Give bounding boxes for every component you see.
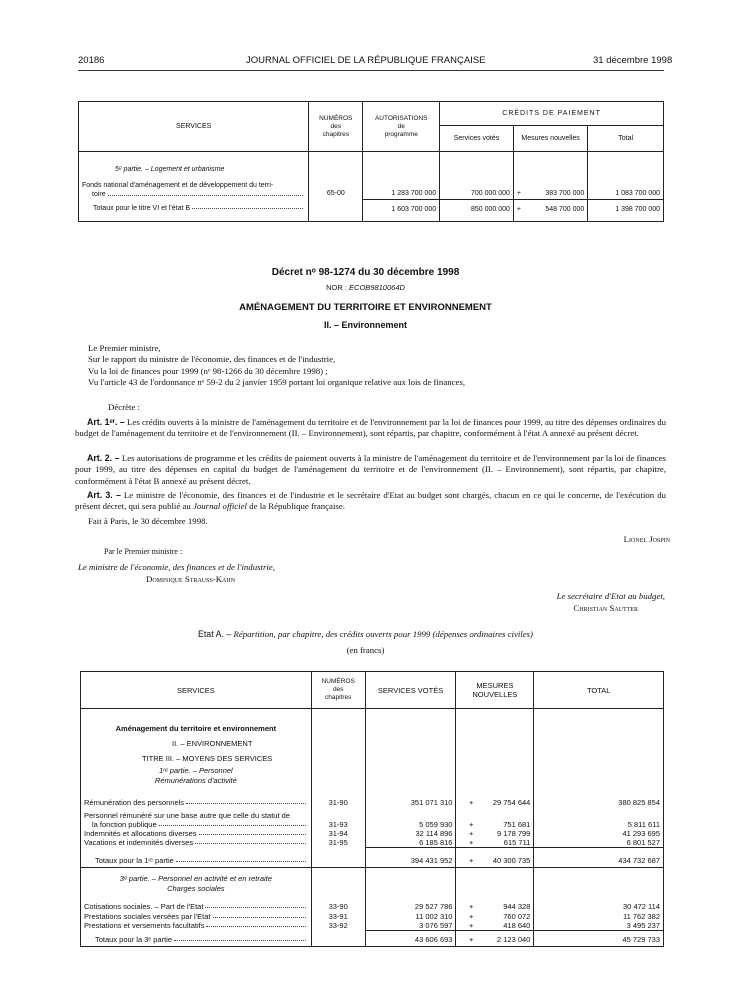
t2-header-numeros: NUMÉROS des chapitres [311,672,365,709]
t2-r4-sign: + [456,838,486,848]
t2-section-headings: Aménagement du territoire et environnement II. – ENVIRONNEMENT TITRE III. – MOYENS DES SERVICES 1ʳᵉ partie. – Personnel Rémunérations d'activité [115,724,277,785]
t2-r2-votes: 5 059 930 [365,808,456,829]
t2-header-mesures: MESURES NOUVELLES [456,672,534,709]
header-mesures-nouvelles: Mesures nouvelles [513,126,587,152]
row1-autorisations: 1 283 700 000 [363,173,440,199]
t2-row-prestations-facultatifs: Prestations et versements facultatifs [81,921,312,931]
row2-mesures: 548 700 000 [524,199,588,221]
secretary-name: Christian Sautter [573,603,638,613]
t2-r5-chapitre: 33-90 [311,894,365,912]
t2-r3-mesures: 9 178 799 [496,829,531,838]
t2-r6-chapitre: 33-91 [311,912,365,921]
t2-r4-votes: 6 185 816 [365,838,456,848]
header-rule [78,70,664,71]
t2-r6-sign: + [456,912,486,921]
credits-table-etat-b [78,101,664,222]
row2-services-votes: 850 000 000 [440,199,514,221]
decree-subject: AMÉNAGEMENT DU TERRITOIRE ET ENVIRONNEMENT [239,302,492,313]
row1-services-votes: 700 000 000 [440,173,514,199]
t2-r5-mesures: 944 328 [503,902,531,911]
t2-t3-sign: + [456,931,486,947]
t2-r5-total: 30 472 114 [534,894,664,912]
article-3: Art. 3. – Le ministre de l'économie, des finances et de l'industrie et le secrétaire d'Etat au budget sont chargés, chacun en ce qui le concerne, de l'exécution du présent décret, qui sera publié au Journal officiel de la République française. [75,490,666,512]
row1-mesures: 383 700 000 [545,190,585,197]
header-services-votes: Services votés [440,126,514,152]
t2-row-totaux-1re-partie: Totaux pour la 1ʳᵉ partie [81,848,312,868]
t2-r5-sign: + [456,894,486,912]
decree-decrete: Décrète : [108,402,140,412]
article-2: Art. 2. – Les autorisations de programme et les crédits de paiement ouverts à la ministre de l'aménagement du territoire et de l'environnement par la loi de finances pour 1999, au titre des dépenses en capital du budget de l'aménagement du territoire et de l'environnement (II. – Environnement), sont répartis, par chapitre, conformément à l'état B annexé au présent décret. [75,453,666,486]
row1-chapitre: 65-00 [309,173,363,199]
t2-r1-total: 380 825 854 [534,786,664,808]
t2-header-services: SERVICES [176,685,215,695]
etat-a-unit: (en francs) [346,645,385,655]
t2-r1-sign: + [456,786,486,808]
header-numeros: NUMÉROS des chapitres [309,102,363,152]
t2-r2-sign: + [456,808,486,829]
t2-r3-sign: + [456,829,486,838]
etat-a-title: Etat A. – Répartition, par chapitre, des crédits ouverts pour 1999 (dépenses ordinaires civiles) [197,629,533,639]
row2-total: 1 398 700 000 [588,199,664,221]
header-autorisations: AUTORISATIONS de programme [363,102,440,152]
t2-r1-votes: 351 071 310 [365,786,456,808]
decree-preamble: Le Premier ministre, Sur le rapport du ministre de l'économie, des finances et de l'industrie, Vu la loi de finances pour 1999 (nᵒ 98-1266 du 30 décembre 1998) ; Vu l'article 43 de l'ordonnance nᵒ 59-2 du 2 janvier 1959 portant loi organique relative aux lois de finances, [88,343,466,388]
decree-subsubject: II. – Environnement [323,320,408,330]
t2-row-totaux-3e-partie: Totaux pour la 3ᵉ partie [81,931,312,947]
t2-t1-votes: 394 431 952 [365,848,456,868]
t2-t1-mesures: 40 300 735 [486,848,534,868]
t2-r1-chapitre: 31-90 [311,786,365,808]
secretary-title: Le secrétaire d'Etat au budget, [556,591,665,601]
t2-r6-votes: 11 002 310 [365,912,456,921]
t2-r4-total: 6 801 527 [534,838,664,848]
t2-r4-mesures: 615 711 [503,838,531,847]
t2-t3-mesures: 2 123 040 [486,931,534,947]
t2-row-personnel-autre: Personnel rémunéré sur une base autre que celle du statut de la fonction publique [81,808,312,829]
t2-row-indemnites: Indemnités et allocations diverses [81,829,312,838]
t2-r3-total: 41 293 695 [534,829,664,838]
t2-r6-mesures: 760 072 [503,912,531,921]
etat-a-table [80,671,664,947]
t2-r7-chapitre: 33-92 [311,921,365,931]
t2-t3-votes: 43 606 693 [365,931,456,947]
t2-r2-total: 5 811 611 [534,808,664,829]
page-number: 20186 [78,55,105,66]
t2-t3-total: 45 729 733 [534,931,664,947]
header-credits-paiement: CRÉDITS DE PAIEMENT [440,102,664,126]
row2-sign: + [513,199,524,221]
journal-title: JOURNAL OFFICIEL DE LA RÉPUBLIQUE FRANÇAISE [246,55,486,66]
header-total: Total [588,126,664,152]
t2-r7-total: 3 495 237 [534,921,664,931]
t2-r6-total: 11 762 382 [534,912,664,921]
t2-t1-sign: + [456,848,486,868]
par-le-premier-ministre: Par le Premier ministre : [104,547,183,556]
t2-t1-total: 434 732 687 [534,848,664,868]
fait-a-paris: Fait à Paris, le 30 décembre 1998. [88,516,208,526]
signatory-prime-minister: Lionel Jospin [623,534,670,544]
t2-row-prestations-sociales: Prestations sociales versées par l'Etat [81,912,312,921]
t2-row-remuneration: Rémunération des personnels [81,786,312,808]
t2-r7-votes: 3 076 597 [365,921,456,931]
decree-nor: NOR : ECOB9810064D [326,283,405,292]
t2-row-cotisations: Cotisations sociales. – Part de l'Etat [81,894,312,912]
minister-name: Dominique Strauss-Kahn [146,574,236,584]
decree-title: Décret nᵒ 98-1274 du 30 décembre 1998 [271,267,460,278]
page-date: 31 décembre 1998 [593,55,673,66]
row1-total: 1 083 700 000 [588,173,664,199]
header-services: SERVICES [176,123,212,130]
t2-r3-votes: 32 114 896 [365,829,456,838]
t2-r4-chapitre: 31-95 [311,838,365,848]
minister-title: Le ministre de l'économie, des finances et de l'industrie, [78,562,275,572]
t2-r5-votes: 29 527 786 [365,894,456,912]
t2-row-vacations: Vacations et indemnités diverses [81,838,312,848]
section-label: 5ᵉ partie. – Logement et urbanisme [115,166,225,173]
t2-r1-mesures: 29 754 644 [492,798,531,807]
row1-sign: + [513,173,524,199]
row2-autorisations: 1 603 700 000 [363,199,440,221]
t2-section-3e-partie: 3ᵉ partie. – Personnel en activité et en retraite Charges sociales [119,874,272,893]
t2-r3-chapitre: 31-94 [311,829,365,838]
t2-r2-mesures: 751 681 [503,820,531,829]
t2-header-total: TOTAL [534,672,664,709]
row-totaux-titre-vi: Totaux pour le titre VI et l'état B [79,199,309,221]
article-1: Art. 1ᵉʳ. – Les crédits ouverts à la ministre de l'aménagement du territoire et de l'environnement par la loi de finances pour 1999, au titre des dépenses ordinaires du budget de l'aménagement du territoire et de l'environnement (II. – Environnement), sont répartis, par chapitre, conformément à l'état A annexé au présent décret. [75,417,667,439]
t2-r2-chapitre: 31-93 [311,808,365,829]
row-fonds-national: Fonds national d'aménagement et de développement du terri- toire [79,173,309,199]
t2-r7-mesures: 418 640 [503,921,531,930]
t2-r7-sign: + [456,921,486,931]
t2-header-services-votes: SERVICES VOTÉS [365,672,456,709]
